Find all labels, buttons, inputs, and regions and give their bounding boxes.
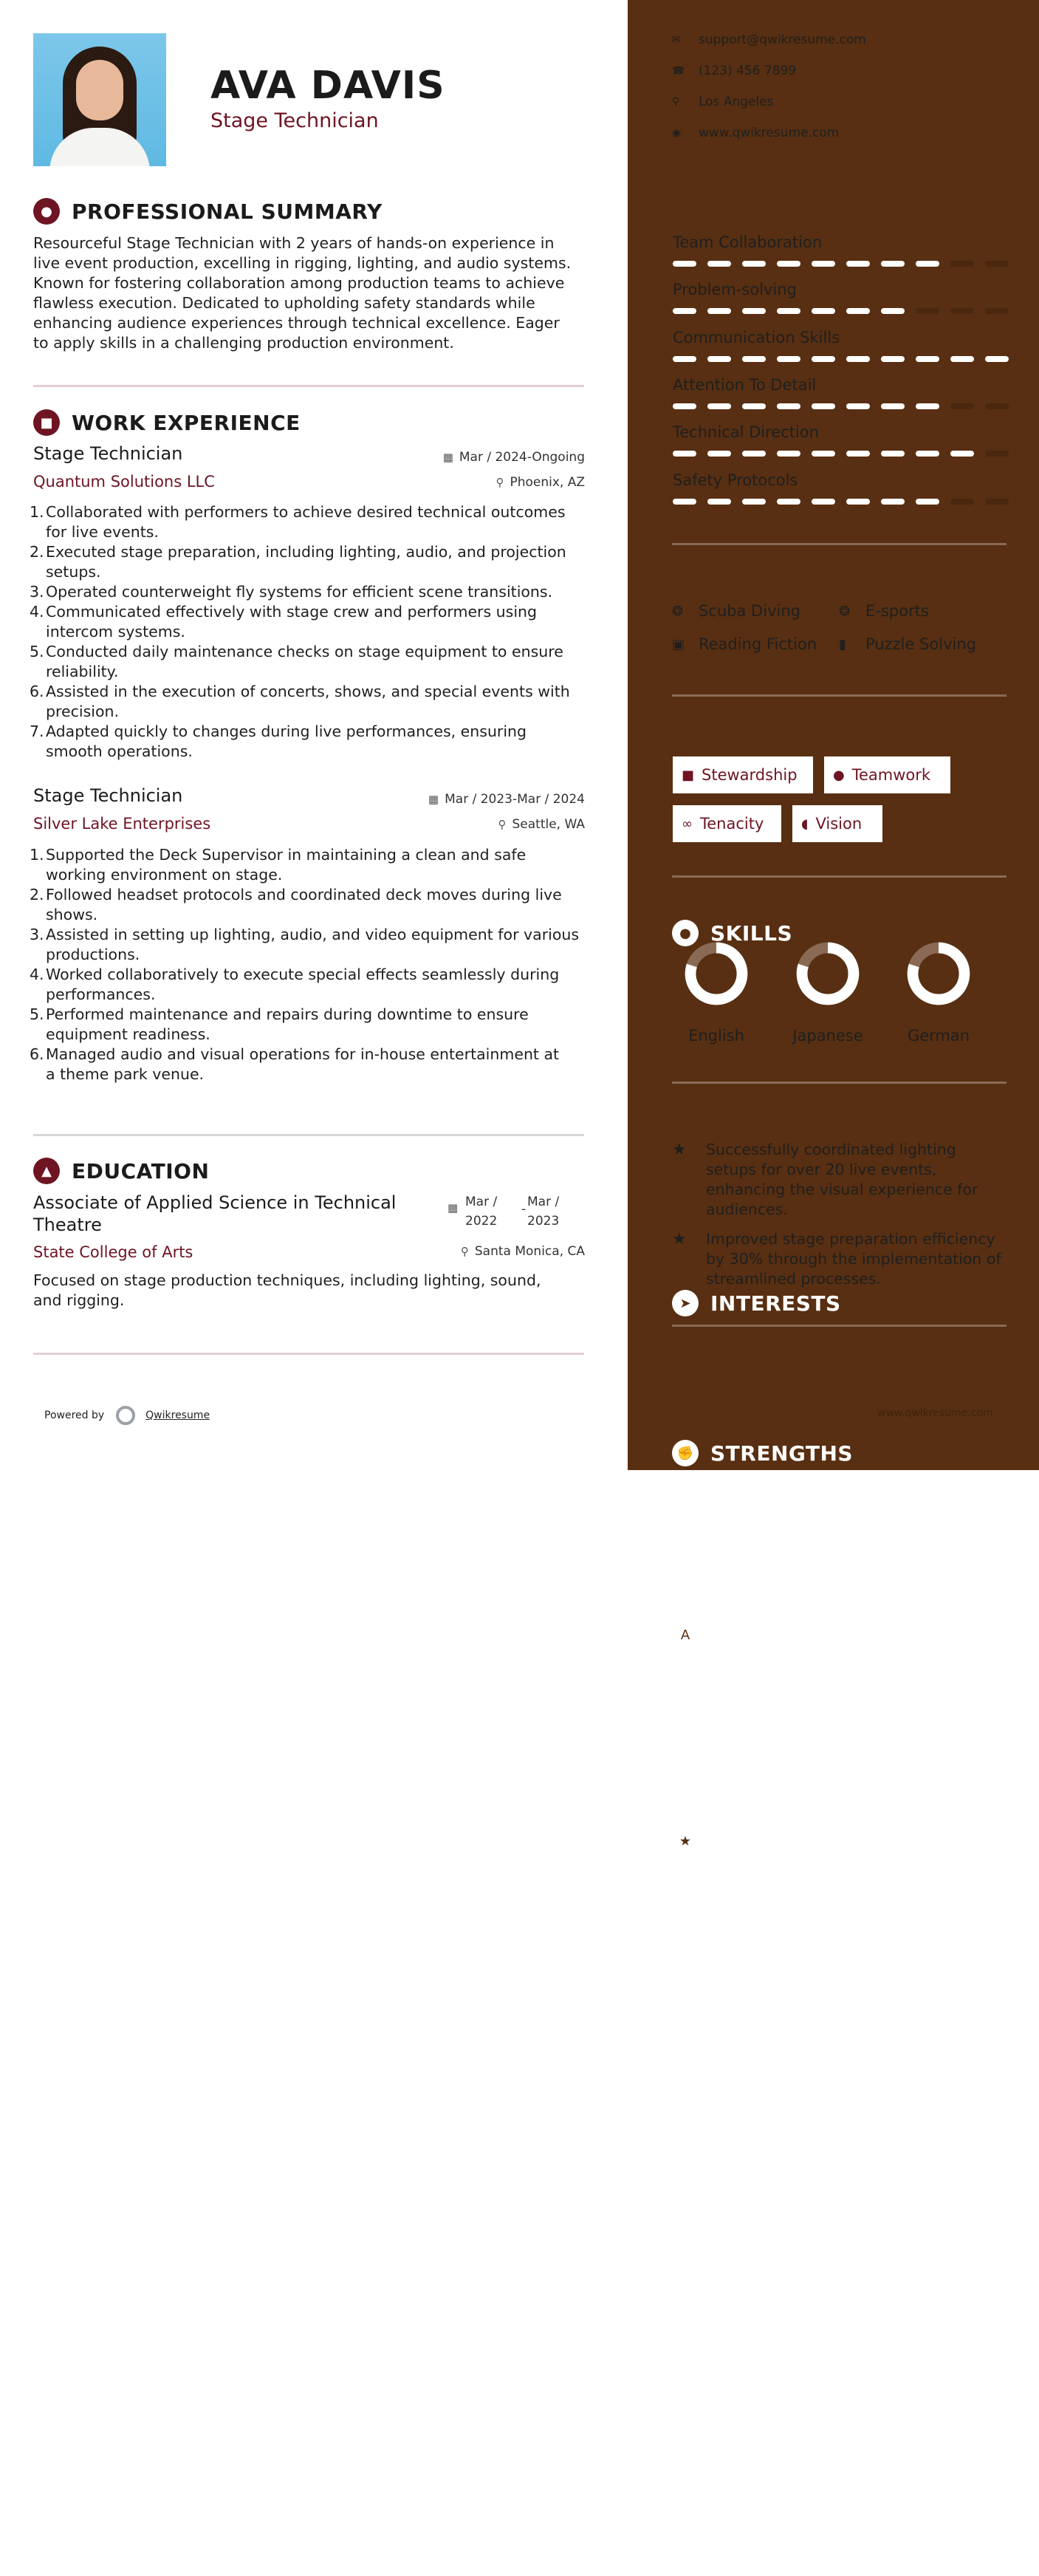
interest-item: ▮ Puzzle Solving — [839, 635, 976, 653]
skill-level-bar — [673, 261, 1009, 267]
skill-dash-filled — [812, 451, 835, 457]
language-level-ring — [682, 940, 750, 1008]
watermark: www.qwikresume.com — [877, 1407, 993, 1419]
list-item: 2. Executed stage preparation, including lighting, audio, and projection setups. — [30, 543, 566, 581]
interest-item: ▣ Reading Fiction — [672, 635, 817, 653]
skill-dash-filled — [777, 356, 800, 362]
language-item — [676, 940, 757, 1045]
skill-level-bar — [673, 356, 1009, 362]
skill-dash-filled — [673, 308, 696, 314]
briefcase-icon: ■ — [682, 767, 695, 783]
skill-dash-filled — [742, 499, 766, 505]
language-name: Japanese — [792, 1027, 863, 1045]
language-level-ring — [905, 940, 973, 1008]
star-badge-icon: ★ — [672, 1828, 699, 1854]
location-pin-icon: ⚲ — [672, 96, 680, 108]
list-item: 5. Conducted daily maintenance checks on stage equipment to ensure reliability. — [30, 643, 563, 680]
contact-email[interactable]: ✉ support@qwikresume.com — [672, 33, 866, 47]
skill-dash-filled — [673, 451, 696, 457]
summary-title: PROFESSIONAL SUMMARY — [72, 199, 383, 224]
contact-phone[interactable]: ☎ (123) 456 7899 — [672, 64, 797, 78]
skill-name: Safety Protocols — [673, 471, 798, 489]
job-company: Quantum Solutions LLC — [33, 473, 215, 491]
skill-dash-filled — [916, 451, 939, 457]
skill-dash-filled — [707, 308, 731, 314]
skill-dash-filled — [707, 403, 731, 409]
education-header — [33, 1158, 209, 1184]
skill-dash-filled — [812, 308, 835, 314]
job-title: Stage Technician — [33, 785, 183, 806]
skill-level-bar — [673, 499, 1009, 505]
calendar-icon: ▦ — [448, 1201, 459, 1214]
skill-dash-filled — [846, 356, 870, 362]
skill-name: Communication Skills — [673, 329, 840, 346]
skill-dash-filled — [881, 403, 905, 409]
fist-icon: ✊ — [672, 1440, 699, 1466]
skill-dash-filled — [742, 451, 766, 457]
skill-dash-filled — [881, 308, 905, 314]
divider — [33, 1134, 584, 1136]
skill-dash-filled — [846, 451, 870, 457]
skill-level-bar — [673, 403, 1009, 409]
language-name: English — [688, 1027, 744, 1045]
skill-dash-filled — [916, 403, 939, 409]
skill-dash-filled — [916, 261, 939, 267]
candidate-role: Stage Technician — [210, 109, 379, 132]
link-icon: ∞ — [682, 816, 693, 832]
list-item: 1. Collaborated with performers to achieve desired technical outcomes for live events. — [30, 503, 566, 541]
achievement-item: ★ Improved stage preparation efficiency by 30% through the implementation of streamlined processes. — [672, 1230, 1001, 1288]
divider — [33, 385, 584, 387]
skill-dash-filled — [707, 451, 731, 457]
pin-icon: ⚲ — [498, 818, 507, 831]
list-item: 5. Performed maintenance and repairs during downtime to ensure equipment readiness. — [30, 1005, 529, 1043]
divider — [672, 1082, 1007, 1084]
skill-dash-empty — [985, 451, 1009, 457]
experience-title: WORK EXPERIENCE — [72, 410, 301, 435]
skill-dash-filled — [846, 403, 870, 409]
skill-dash-filled — [812, 356, 835, 362]
education-desc: Focused on stage production techniques, including lighting, sound, and rigging. — [33, 1271, 541, 1309]
skill-level-bar — [673, 308, 1009, 314]
skill-dash-filled — [812, 403, 835, 409]
skill-dash-filled — [707, 499, 731, 505]
qwikresume-link[interactable]: Qwikresume — [145, 1410, 210, 1421]
binoculars-icon: ◖ — [801, 816, 809, 832]
school-name: State College of Arts — [33, 1243, 193, 1261]
divider — [33, 1353, 584, 1355]
calendar-icon: ▦ — [442, 451, 453, 464]
degree-title: Associate of Applied Science in Technical Theatre — [33, 1192, 397, 1235]
shooting-star-icon: ★ — [672, 1230, 687, 1248]
language-level-ring — [794, 940, 862, 1008]
strength-tag: ◖ Vision — [792, 805, 882, 842]
skill-level-bar — [673, 451, 1009, 457]
education-title: EDUCATION — [72, 1158, 210, 1183]
experience-header — [33, 409, 301, 436]
job-date: ▦ Mar / 2023-Mar / 2024 — [428, 792, 585, 807]
globe-icon: ◉ — [672, 127, 682, 139]
paper-plane-icon: ➤ — [672, 1290, 699, 1316]
skill-dash-filled — [742, 308, 766, 314]
users-icon: ● — [833, 767, 845, 783]
skill-name: Problem-solving — [673, 281, 797, 298]
divider — [672, 1325, 1007, 1327]
language-item — [898, 940, 979, 1045]
skill-dash-filled — [985, 356, 1009, 362]
achievements-title: ACHIEVEMENTS — [710, 1828, 896, 1854]
skill-dash-filled — [812, 261, 835, 267]
edu-date-dash: - — [521, 1202, 527, 1217]
list-item: 6. Assisted in the execution of concerts, shows, and special events with precision. — [30, 683, 570, 720]
profile-photo — [33, 33, 166, 166]
skill-dash-empty — [916, 308, 939, 314]
languages-title: LANGUAGES — [710, 1622, 856, 1647]
skill-dash-filled — [742, 403, 766, 409]
skill-dash-filled — [881, 261, 905, 267]
achievement-item: ★ Successfully coordinated lighting setups for over 20 live events, enhancing the visual experience for audiences. — [672, 1141, 978, 1218]
skill-dash-filled — [846, 261, 870, 267]
skill-dash-empty — [950, 308, 974, 314]
skill-dash-empty — [985, 308, 1009, 314]
envelope-icon: ✉ — [672, 34, 681, 46]
list-item: 3. Operated counterweight fly systems for efficient scene transitions. — [30, 583, 553, 601]
job-location: ⚲ Seattle, WA — [498, 817, 585, 832]
skill-dash-empty — [985, 499, 1009, 505]
translate-icon: A — [672, 1622, 699, 1648]
divider — [672, 543, 1007, 545]
list-item: 4. Communicated effectively with stage crew and performers using intercom systems. — [30, 603, 538, 640]
powered-by: Powered by Qwikresume — [44, 1406, 210, 1425]
strength-tag: ∞ Tenacity — [673, 805, 781, 842]
skill-dash-filled — [916, 499, 939, 505]
contact-location: ⚲ Los Angeles — [672, 95, 774, 109]
skill-dash-filled — [673, 356, 696, 362]
summary-header — [33, 198, 383, 225]
edu-end-date: Mar / 2023 — [527, 1195, 560, 1229]
skill-dash-filled — [673, 403, 696, 409]
strength-tag: ● Teamwork — [824, 756, 950, 793]
list-item: 1. Supported the Deck Supervisor in maintaining a clean and safe working environment on stage. — [30, 846, 527, 884]
candidate-name: AVA DAVIS — [210, 64, 445, 108]
contact-website[interactable]: ◉ www.qwikresume.com — [672, 126, 840, 140]
phone-icon: ☎ — [672, 65, 685, 77]
skill-dash-filled — [742, 356, 766, 362]
skill-dash-filled — [950, 451, 974, 457]
skill-name: Technical Direction — [673, 423, 819, 441]
skill-dash-empty — [950, 499, 974, 505]
skill-dash-empty — [950, 261, 974, 267]
lifebuoy-icon: ❂ — [672, 603, 684, 619]
job-company: Silver Lake Enterprises — [33, 815, 211, 833]
language-name: German — [907, 1027, 970, 1045]
skill-name: Team Collaboration — [673, 233, 823, 251]
skill-dash-filled — [707, 261, 731, 267]
list-item: 2. Followed headset protocols and coordinated deck moves during live shows. — [30, 886, 562, 923]
edu-location: ⚲ Santa Monica, CA — [460, 1244, 585, 1259]
job-duties — [30, 845, 591, 1084]
chair-icon: ■ — [33, 409, 60, 436]
interests-title: INTERESTS — [710, 1291, 841, 1316]
job-location: ⚲ Phoenix, AZ — [496, 475, 585, 490]
list-item: 4. Worked collaboratively to execute special effects seamlessly during performances. — [30, 966, 560, 1003]
skill-dash-filled — [777, 308, 800, 314]
skill-dash-filled — [777, 403, 800, 409]
skill-dash-filled — [881, 499, 905, 505]
job-date: ▦ Mar / 2024-Ongoing — [442, 450, 585, 465]
pin-icon: ⚲ — [460, 1245, 469, 1258]
skill-dash-filled — [777, 499, 800, 505]
divider — [672, 875, 1007, 878]
skill-dash-filled — [846, 499, 870, 505]
edu-start-date: Mar / 2022 — [465, 1195, 498, 1229]
strength-tag: ■ Stewardship — [673, 756, 813, 793]
skill-dash-filled — [673, 499, 696, 505]
list-item: 7. Adapted quickly to changes during live performances, ensuring smooth operations. — [30, 722, 527, 760]
skill-dash-filled — [673, 261, 696, 267]
graduation-cap-icon: ▲ — [33, 1158, 60, 1184]
main-column — [0, 0, 628, 1470]
skill-dash-filled — [812, 499, 835, 505]
lightbulb-icon: ● — [672, 920, 699, 946]
skill-dash-filled — [950, 356, 974, 362]
language-item — [787, 940, 868, 1045]
skill-dash-filled — [881, 451, 905, 457]
divider — [672, 694, 1007, 697]
skill-dash-filled — [846, 308, 870, 314]
calendar-icon: ▦ — [428, 793, 439, 806]
lifebuoy-icon: ❂ — [839, 603, 851, 619]
skill-dash-filled — [881, 356, 905, 362]
skill-dash-filled — [742, 261, 766, 267]
user-icon: ● — [33, 198, 60, 225]
skill-dash-filled — [916, 356, 939, 362]
skills-title: SKILLS — [710, 920, 793, 946]
qwikresume-logo-icon — [116, 1406, 135, 1425]
skill-dash-filled — [777, 261, 800, 267]
skill-dash-empty — [985, 261, 1009, 267]
skill-dash-empty — [950, 403, 974, 409]
strengths-title: STRENGTHS — [710, 1441, 854, 1466]
shooting-star-icon: ★ — [672, 1141, 687, 1159]
job-duties — [30, 502, 591, 762]
summary-text: Resourceful Stage Technician with 2 years of hands-on experience in live event production, excelling in rigging, lighting, and audio systems. Known for fostering collaboration among production teams to achieve flawless execution. Dedicated to upholding safety standards while enhancing audience experiences through technical excellence. Eager to apply skills in a challenging production environment. — [33, 234, 572, 352]
skill-dash-filled — [707, 356, 731, 362]
pin-icon: ⚲ — [496, 476, 504, 489]
interest-item: ❂ Scuba Diving — [672, 602, 800, 620]
list-item: 3. Assisted in setting up lighting, audio, and video equipment for various productions. — [30, 926, 580, 963]
interest-item: ❂ E-sports — [839, 602, 929, 620]
skill-name: Attention To Detail — [673, 376, 817, 394]
skill-dash-empty — [985, 403, 1009, 409]
skill-dash-filled — [777, 451, 800, 457]
book-icon: ▮ — [839, 636, 846, 652]
gamepad-icon: ▣ — [672, 636, 685, 652]
list-item: 6. Managed audio and visual operations for in-house entertainment at a theme park venue. — [30, 1045, 560, 1083]
job-title: Stage Technician — [33, 443, 183, 464]
